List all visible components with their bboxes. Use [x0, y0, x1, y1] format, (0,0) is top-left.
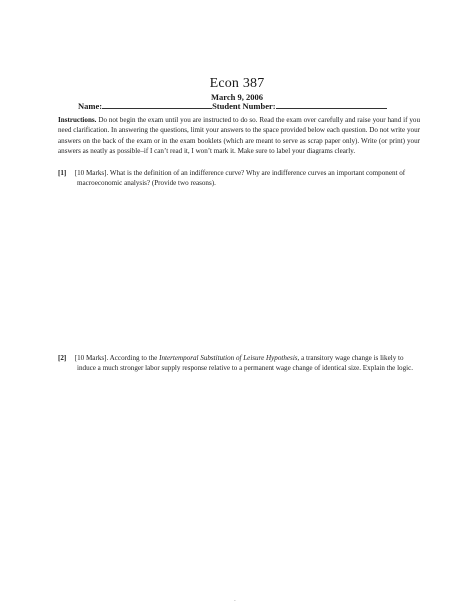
instructions-lead: Instructions. [58, 116, 97, 124]
question-1-number: [1] [58, 169, 67, 177]
question-2-body [58, 353, 420, 374]
question-2-emphasis: Intertemporal Substitution of Leisure Hypothesis [159, 354, 298, 362]
name-student-number-line [78, 101, 408, 111]
student-number-label: Student Number: [212, 101, 276, 111]
question-1-text: [10 Marks]. What is the definition of an indifference curve? Why are indifference curves an important component of macroeconomic analysis? (Provide two reasons). [73, 169, 406, 188]
instructions-text: Do not begin the exam until you are instructed to do so. Read the exam over carefully and raise your hand if you need clarification. In answering the questions, limit your answers to the space provided below each question. Do not write your answers on the back of the exam or in the exam booklets (which are meant to serve as scrap paper only). Write (or print) your answers as neatly as possible–if I can’t read it, I won’t mark it. Make sure to label your diagrams clearly. [58, 116, 420, 156]
question-1 [58, 168, 420, 189]
question-1-body [58, 168, 420, 189]
page-mark: - [234, 599, 236, 604]
question-2-text-after: , a transitory wage change is likely to induce a much stronger labor supply response relative to a permanent wage change of identical size. Explain the logic. [77, 354, 414, 373]
exam-title: Econ 387 [209, 76, 265, 91]
question-2 [58, 353, 420, 374]
question-2-text-before: [10 Marks]. According to the [73, 354, 160, 362]
name-label: Name: [78, 101, 103, 111]
instructions-paragraph [58, 115, 420, 157]
question-2-number: [2] [58, 354, 67, 362]
student-number-blank[interactable] [276, 101, 387, 109]
name-blank[interactable] [102, 101, 212, 109]
exam-date: March 9, 2006 [210, 92, 264, 102]
